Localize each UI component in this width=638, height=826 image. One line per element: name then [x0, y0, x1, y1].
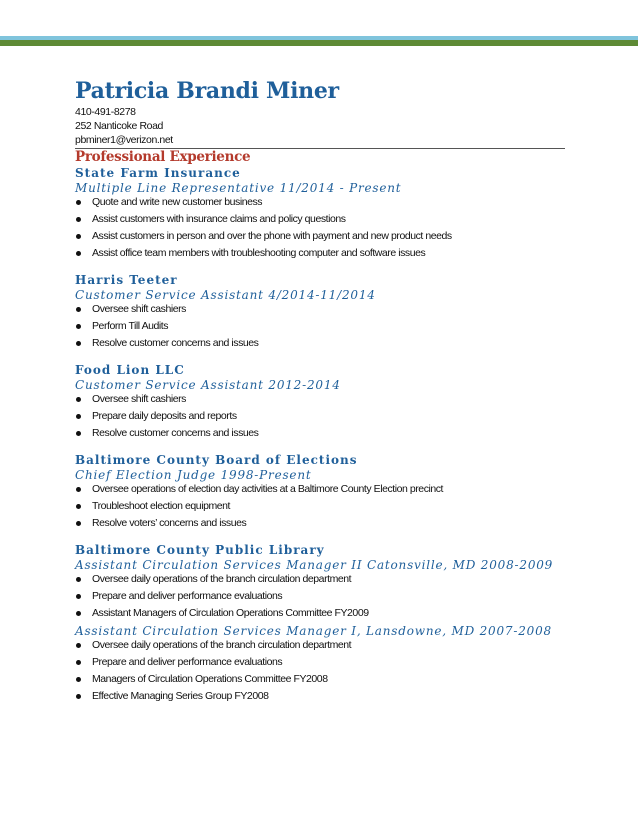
street-address: 252 Nanticoke Road	[75, 120, 163, 132]
candidate-name: Patricia Brandi Miner	[75, 78, 339, 104]
job-entry	[75, 453, 565, 530]
resume-page	[75, 78, 565, 707]
job-title: Multiple Line Representative 11/2014 - Present	[75, 181, 402, 195]
job-title: Chief Election Judge 1998-Present	[75, 468, 312, 482]
duty-item: Oversee operations of election day activities at a Baltimore County Election precinct	[75, 483, 565, 496]
duty-item: Oversee daily operations of the branch circulation department	[75, 639, 565, 652]
duty-item: Oversee daily operations of the branch circulation department	[75, 573, 565, 586]
duty-item: Perform Till Audits	[75, 320, 565, 333]
job-entry	[75, 363, 565, 440]
duty-item: Assist customers in person and over the phone with payment and new product needs	[75, 230, 565, 243]
employer-name: Food Lion LLC	[75, 363, 185, 377]
duties-list	[75, 393, 565, 440]
duty-item: Prepare and deliver performance evaluations	[75, 656, 565, 669]
duties-list	[75, 303, 565, 350]
section-title-experience: Professional Experience	[75, 149, 251, 165]
email-address: pbminer1@verizon.net	[75, 134, 173, 146]
phone-number: 410-491-8278	[75, 106, 136, 118]
duty-item: Managers of Circulation Operations Committee FY2008	[75, 673, 565, 686]
duty-item: Prepare daily deposits and reports	[75, 410, 565, 423]
duties-list	[75, 573, 565, 620]
job-entry	[75, 273, 565, 350]
duty-item: Assist customers with insurance claims and policy questions	[75, 213, 565, 226]
duty-item: Quote and write new customer business	[75, 196, 565, 209]
job-entry	[75, 166, 565, 260]
duties-list	[75, 639, 565, 703]
duty-item: Prepare and deliver performance evaluations	[75, 590, 565, 603]
job-entry	[75, 543, 565, 703]
job-title: Customer Service Assistant 2012-2014	[75, 378, 341, 392]
duty-item: Effective Managing Series Group FY2008	[75, 690, 565, 703]
duties-list	[75, 196, 565, 260]
employer-name: Baltimore County Board of Elections	[75, 453, 358, 467]
duty-item: Resolve customer concerns and issues	[75, 337, 565, 350]
duty-item: Troubleshoot election equipment	[75, 500, 565, 513]
header-band-green	[0, 40, 638, 46]
duty-item: Oversee shift cashiers	[75, 303, 565, 316]
duty-item: Resolve voters’ concerns and issues	[75, 517, 565, 530]
employer-name: Harris Teeter	[75, 273, 178, 287]
employer-name: State Farm Insurance	[75, 166, 241, 180]
job-title: Assistant Circulation Services Manager I, Lansdowne, MD 2007-2008	[75, 624, 552, 638]
employer-name: Baltimore County Public Library	[75, 543, 325, 557]
duty-item: Oversee shift cashiers	[75, 393, 565, 406]
duty-item: Resolve customer concerns and issues	[75, 427, 565, 440]
job-title: Assistant Circulation Services Manager II Catonsville, MD 2008-2009	[75, 558, 554, 572]
job-title: Customer Service Assistant 4/2014-11/2014	[75, 288, 376, 302]
duty-item: Assistant Managers of Circulation Operations Committee FY2009	[75, 607, 565, 620]
job-subrole	[75, 624, 565, 703]
duties-list	[75, 483, 565, 530]
duty-item: Assist office team members with troubleshooting computer and software issues	[75, 247, 565, 260]
